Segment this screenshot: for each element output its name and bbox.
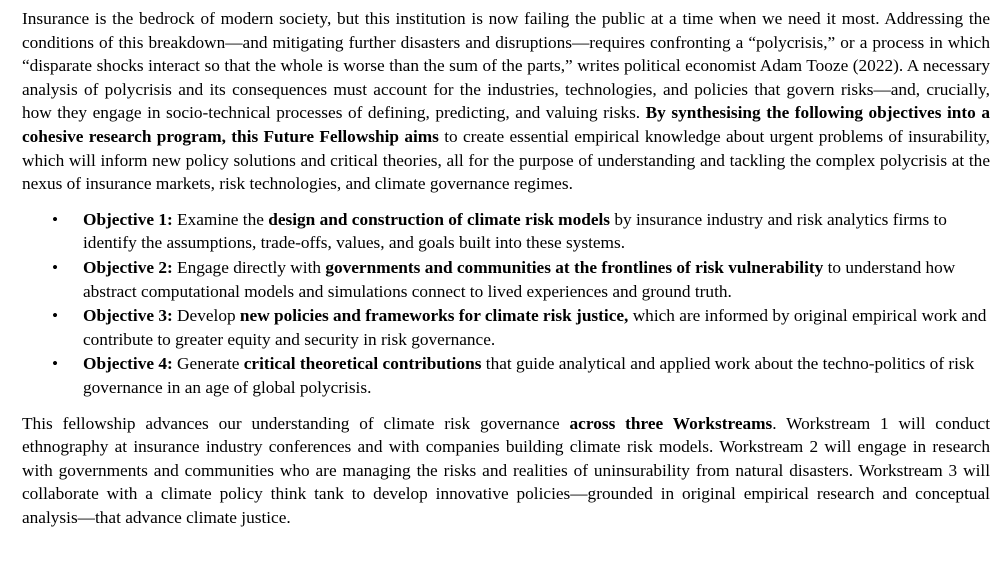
objective-label: Objective 4: bbox=[83, 354, 173, 374]
intro-bold-aims: By synthesising the following objectives into a cohesive research program, this Future Fellowship aims bbox=[22, 103, 990, 146]
workstreams-text-2: . Workstream 1 will conduct ethnography at insurance industry conferences and with companies building climate risk models. Workstream 2 will engage in research with governments and communities who are managing the risks and realities of uninsurability from natural disasters. Workstream 3 will collaborate with a climate policy think tank to develop innovative policies—grounded in original empirical research and conceptual analysis—that advance climate justice. bbox=[22, 413, 991, 527]
bullet-icon: • bbox=[52, 257, 59, 277]
objective-text-post: that guide analytical and applied work about the techno-politics of risk governance in an age of global polycrisis. bbox=[83, 354, 975, 397]
objective-label: Objective 1: bbox=[83, 209, 173, 229]
bullet-icon: • bbox=[52, 354, 59, 374]
objective-item-1 bbox=[22, 208, 990, 255]
intro-paragraph bbox=[22, 7, 990, 196]
objective-text-post: by insurance industry and risk analytics firms to identify the assumptions, trade-offs, values, and goals built into these systems. bbox=[83, 209, 947, 253]
objective-bold-text: new policies and frameworks for climate risk justice, bbox=[239, 306, 629, 326]
intro-text-2: to create essential empirical knowledge about urgent problems of insurability, which will inform new policy solutions and critical theories, all for the purpose of understanding and tackling the complex polycrisis at the nexus of insurance markets, risk technologies, and climate governance regimes. bbox=[22, 126, 990, 194]
objective-bold-text: critical theoretical contributions bbox=[243, 354, 482, 374]
objectives-list bbox=[22, 208, 990, 400]
workstreams-text-1: This fellowship advances our understanding of climate risk governance bbox=[22, 413, 570, 433]
bullet-icon: • bbox=[52, 306, 59, 326]
objective-text-pre: Develop bbox=[172, 306, 240, 326]
objective-label: Objective 2: bbox=[83, 257, 173, 277]
workstreams-paragraph bbox=[22, 412, 990, 530]
objective-bold-text: governments and communities at the frontlines of risk vulnerability bbox=[325, 257, 824, 277]
bullet-icon: • bbox=[52, 209, 59, 229]
objective-item-2 bbox=[22, 256, 990, 303]
objective-text-pre: Engage directly with bbox=[172, 257, 326, 277]
objective-text-post: which are informed by original empirical work and contribute to greater equity and security in risk governance. bbox=[83, 306, 987, 349]
workstreams-bold: across three Workstreams bbox=[569, 413, 773, 433]
intro-text-1: Insurance is the bedrock of modern society, but this institution is now failing the public at a time when we need it most. Addressing the conditions of this breakdown—and mitigating further disasters and disruptions—requires confronting a “polycrisis,” or a process in which “disparate shocks interact so that the whole is worse than the sum of the parts,” writes political economist Adam Tooze (2022). A necessary analysis of polycrisis and its consequences must account for the industries, technologies, and policies that govern risks—and, crucially, how they engage in socio-technical processes of defining, predicting, and valuing risks. bbox=[22, 9, 990, 123]
objective-text-pre: Examine the bbox=[172, 209, 269, 229]
objective-text-pre: Generate bbox=[172, 354, 244, 374]
objective-text-post: to understand how abstract computational models and simulations connect to lived experiences and ground truth. bbox=[83, 257, 956, 301]
objective-label: Objective 3: bbox=[83, 306, 173, 326]
objective-item-4 bbox=[22, 352, 990, 399]
objective-bold-text: design and construction of climate risk models bbox=[268, 209, 611, 229]
objective-item-3 bbox=[22, 304, 990, 351]
